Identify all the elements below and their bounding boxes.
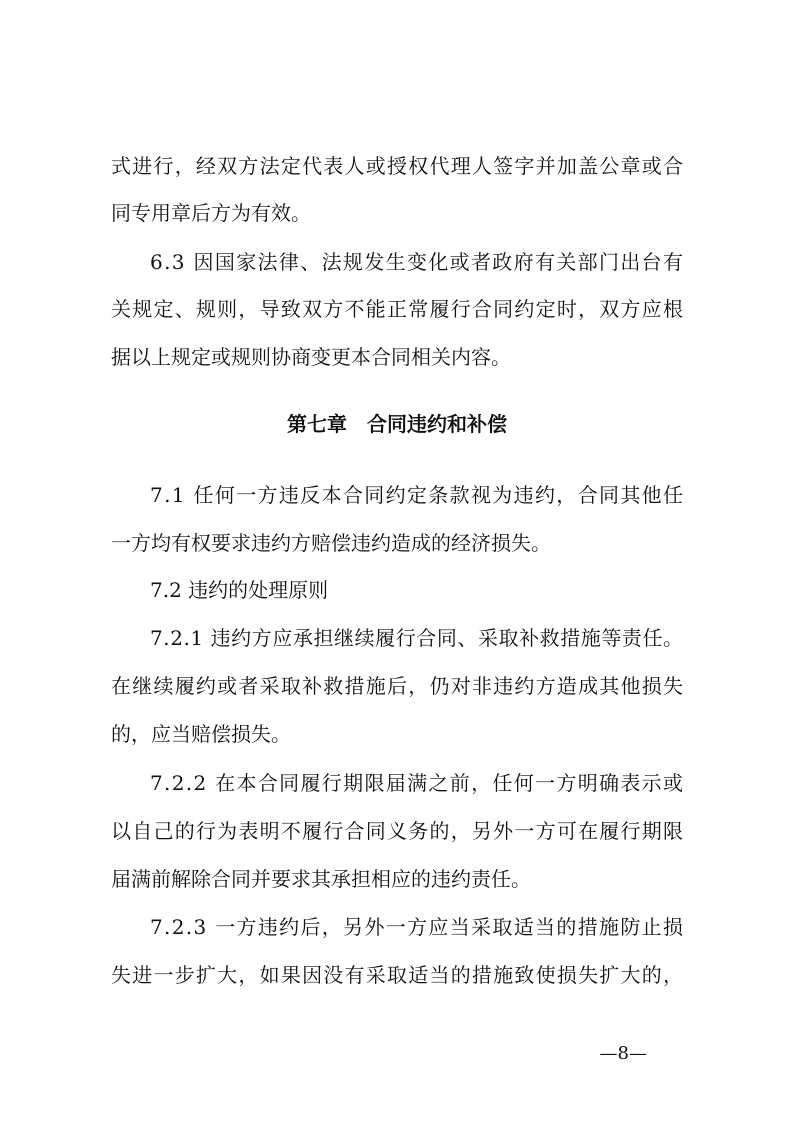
clause-7-2-3-line: 7.2.3 一方违约后，另外一方应当采取适当的措施防止损 <box>150 915 685 939</box>
paragraph-line: 同专用章后方为有效。 <box>111 201 311 225</box>
clause-6-3-line: 6.3 因国家法律、法规发生变化或者政府有关部门出台有 <box>150 250 685 274</box>
paragraph-line: 以自己的行为表明不履行合同义务的，另外一方可在履行期限 <box>111 819 685 843</box>
paragraph-line: 在继续履约或者采取补救措施后，仍对非违约方造成其他损失 <box>111 674 685 698</box>
clause-7-2-1-line: 7.2.1 违约方应承担继续履行合同、采取补救措施等责任。 <box>150 626 684 650</box>
clause-7-1-line: 7.1 任何一方违反本合同约定条款视为违约，合同其他任 <box>150 483 685 507</box>
page-number: —8— <box>599 1043 647 1064</box>
paragraph-line: 据以上规定或规则协商变更本合同相关内容。 <box>111 345 511 369</box>
paragraph-line: 关规定、规则，导致双方不能正常履行合同约定时，双方应根 <box>111 297 685 321</box>
clause-7-2-2-line: 7.2.2 在本合同履行期限届满之前，任何一方明确表示或 <box>150 771 685 795</box>
chapter-heading: 第七章 合同违约和补偿 <box>287 412 507 436</box>
paragraph-line: 式进行，经双方法定代表人或授权代理人签字并加盖公章或合 <box>111 154 685 178</box>
paragraph-line: 届满前解除合同并要求其承担相应的违约责任。 <box>111 867 531 891</box>
paragraph-line: 一方均有权要求违约方赔偿违约造成的经济损失。 <box>111 531 551 555</box>
paragraph-line: 失进一步扩大，如果因没有采取适当的措施致使损失扩大的， <box>111 963 685 987</box>
clause-7-2-line: 7.2 违约的处理原则 <box>150 578 329 602</box>
paragraph-line: 的，应当赔偿损失。 <box>111 722 291 746</box>
